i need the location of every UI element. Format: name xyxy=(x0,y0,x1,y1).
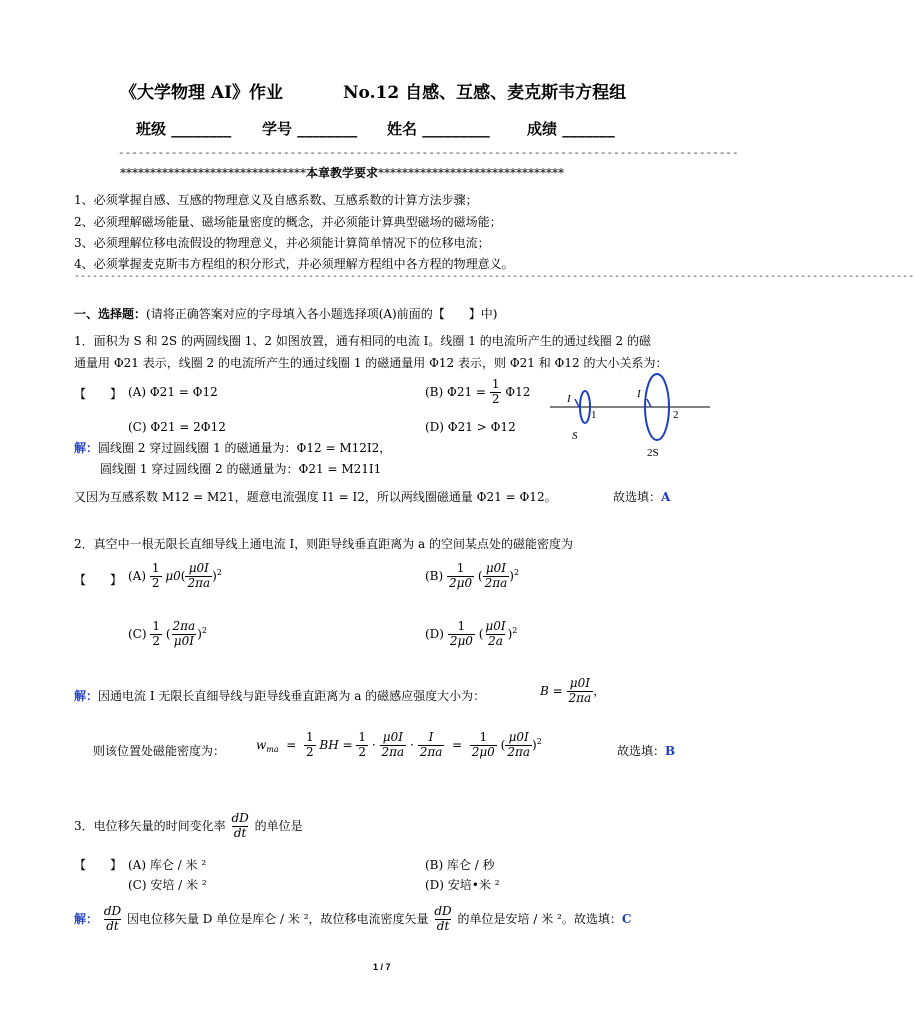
q3-dt: dt xyxy=(233,825,247,840)
q2-option-a: (A) $\frac{1}{2}$ μ0( $\frac{\mu 0I}{2\pi a}$ )$^2$ xyxy=(128,561,222,590)
q2-b-frac xyxy=(567,677,594,706)
q1-option-a: (A) Φ21 = Φ12 xyxy=(128,385,218,399)
requirements-heading: 本章教学要求 xyxy=(306,166,379,180)
section-title: 一、选择题： xyxy=(74,307,147,321)
page-number: 1 / 7 xyxy=(373,962,391,972)
fig-area-s: S xyxy=(572,430,578,442)
q3-stem xyxy=(74,812,303,841)
q1-option-c: (C) Φ21 = 2Φ12 xyxy=(128,420,226,434)
q3-sol-dt2: dt xyxy=(436,918,450,933)
q2-f-dot1: · xyxy=(371,737,376,752)
q2-option-d-label: (D) xyxy=(425,626,444,641)
q2-f-one1: 1 xyxy=(305,730,314,744)
q3-sol-frac2 xyxy=(432,905,453,934)
q2-bf-mu0i: μ0I xyxy=(569,676,590,690)
q2-f-one2: 1 xyxy=(358,730,367,744)
q2-w-sub: ma xyxy=(266,745,279,755)
q2-f-frac-b xyxy=(380,731,407,760)
fig-label-2: 2 xyxy=(673,409,679,421)
q1-answer xyxy=(613,488,670,505)
q2-solution-text1: 因通电流 I 无限长直细导线与距导线垂直距离为 a 的磁感应强度大小为： xyxy=(98,689,486,703)
q1-stem-line2: 通量用 Φ21 表示，线圈 2 的电流所产生的通过线圈 1 的磁通量用 Φ12 表示，则 Φ21 和 Φ12 的大小关系为： xyxy=(74,356,668,370)
q3-option-a: (A) 库仑 / 米 ² xyxy=(128,858,207,872)
q2-d-square: 2 xyxy=(512,625,518,635)
q2-f-frac-h xyxy=(418,731,445,760)
q2-b-eq: B = xyxy=(540,683,563,698)
q2-d-frac2 xyxy=(483,620,507,649)
q2-f-2pia: 2πa xyxy=(381,744,405,759)
q1-solution-label: 解： xyxy=(74,441,99,455)
q2-energy-formula: $w_{ma}$ = $\frac{1}{2}$ BH = $\frac{1}{2}$ · $\frac{\mu 0I}{2\pi a}$ · $\frac{I}{2\pi a}$ = $\frac{1}{2\mu 0}$ ( $\frac{\mu 0I}{2\pi a}$ )$^2$ xyxy=(256,730,542,759)
q3-dd: dD xyxy=(231,811,249,825)
title-left: 《大学物理 AI》作业 xyxy=(120,83,284,103)
q2-f-2mu0: 2μ0 xyxy=(471,744,495,759)
q2-a-2pia: 2πa xyxy=(187,575,211,590)
q2-answer xyxy=(617,742,675,759)
q2-answer-letter: B xyxy=(665,744,676,758)
q2-b-2mu0: 2μ0 xyxy=(449,575,473,590)
q2-a-one: 1 xyxy=(151,561,160,575)
q1-option-b-suffix: Φ12 xyxy=(505,384,531,399)
q3-option-c: (C) 安培 / 米 ² xyxy=(128,878,207,892)
q2-f-2pia2: 2πa xyxy=(419,744,443,759)
q2-f-frac-final xyxy=(470,731,497,760)
q2-f-bh: BH = xyxy=(319,737,353,752)
q2-option-b: (B) $\frac{1}{2\mu 0}$ ( $\frac{\mu 0I}{2\pi a}$ )$^2$ xyxy=(425,561,520,590)
q3-stem-suffix: 的单位是 xyxy=(254,818,303,833)
q2-c-two: 2 xyxy=(152,633,161,648)
requirement-item: 1、必须掌握自感、互感的物理意义及自感系数、互感系数的计算方法步骤； xyxy=(74,193,478,207)
q2-option-b-label: (B) xyxy=(425,568,444,583)
q2-d-mu0i: μ0I xyxy=(485,619,506,633)
q2-f-two1: 2 xyxy=(305,744,314,759)
q2-c-mu0i: μ0I xyxy=(173,633,194,648)
q3-sol-dd2: dD xyxy=(434,904,452,918)
requirement-item: 4、必须掌握麦克斯韦方程组的积分形式，并必须理解方程组中各方程的物理意义。 xyxy=(74,257,514,271)
q2-b-one: 1 xyxy=(456,561,465,575)
q2-f-one3: 1 xyxy=(479,730,488,744)
coils-figure xyxy=(545,370,715,460)
q2-f-mu0i2: μ0I xyxy=(508,730,529,744)
q3-option-b: (B) 库仑 / 秒 xyxy=(425,858,495,872)
q2-c-square: 2 xyxy=(201,625,207,635)
q2-f-2pia3: 2πa xyxy=(507,744,530,759)
fig-current-right: I xyxy=(637,388,641,400)
q3-sol-dt1: dt xyxy=(106,918,119,933)
q2-d-2a: 2a xyxy=(488,633,503,648)
q1-answer-letter: A xyxy=(661,490,671,504)
q3-stem-prefix: 3．电位移矢量的时间变化率 xyxy=(74,818,226,833)
q2-f-square: 2 xyxy=(536,736,542,746)
stars-left: ******************************* xyxy=(120,166,306,180)
q2-b-2pia: 2πa xyxy=(484,575,508,590)
title-right: No.12 自感、互感、麦克斯韦方程组 xyxy=(343,83,627,103)
q2-a-frac-half xyxy=(150,562,162,591)
q2-solution-line1 xyxy=(74,687,485,704)
q2-c-frac-half xyxy=(150,620,162,649)
current-arrow-1 xyxy=(575,399,579,407)
section-heading xyxy=(74,305,497,322)
fig-label-1: 1 xyxy=(591,409,597,421)
current-arrow-2 xyxy=(647,399,651,407)
q2-c-one: 1 xyxy=(152,619,161,633)
name-field-label: 姓名 _________ xyxy=(387,120,490,138)
q1-solution-line3: 又因为互感系数 M12 = M21，题意电流强度 I1 = I2，所以两线圈磁通量 Φ21 = Φ12。 xyxy=(74,490,557,504)
q1-option-b-fraction xyxy=(490,378,502,407)
q3-answer-letter: C xyxy=(621,911,632,926)
stars-right: ******************************* xyxy=(378,166,565,180)
q3-solution xyxy=(74,905,631,934)
q2-option-d: (D) $\frac{1}{2\mu 0}$ ( $\frac{\mu 0I}{2a}$ )$^2$ xyxy=(425,619,518,648)
q3-sol-dd1: dD xyxy=(103,904,122,918)
q3-solution-mid: 因电位移矢量 D 单位是库仑 / 米 ²，故位移电流密度矢量 xyxy=(126,911,429,926)
q1-answer-bracket[interactable]: 【 】 xyxy=(74,387,123,401)
q2-f-half2 xyxy=(356,731,368,760)
q2-option-c: (C) $\frac{1}{2}$ ( $\frac{2\pi a}{\mu 0I}$ )$^2$ xyxy=(128,619,207,648)
q2-bf-2pia: 2πa xyxy=(568,690,592,705)
q1-option-d: (D) Φ21 > Φ12 xyxy=(425,420,516,434)
q2-c-frac xyxy=(171,620,198,649)
q2-a-mu0: μ0 xyxy=(165,568,181,583)
q2-b-square: 2 xyxy=(513,567,520,577)
q2-b-mu0i: μ0I xyxy=(485,561,507,575)
q3-stem-frac xyxy=(229,812,250,841)
top-dash-line: ---------------------------------------------------------------------------------------------- xyxy=(118,148,739,160)
q2-f-dot2: · xyxy=(410,737,414,752)
q2-d-frac1 xyxy=(448,620,475,649)
q1-option-b xyxy=(425,378,530,407)
q3-answer-bracket[interactable]: 【 】 xyxy=(74,858,123,872)
requirement-item: 2、必须理解磁场能量、磁场能量密度的概念，并必须能计算典型磁场的磁场能； xyxy=(74,215,502,229)
q3-solution-end: 的单位是安培 / 米 ²。故选填： xyxy=(457,911,622,926)
fig-area-2s: 2S xyxy=(647,447,659,459)
q2-w: w xyxy=(256,737,267,752)
requirement-item: 3、必须理解位移电流假设的物理意义，并必须能计算简单情况下的位移电流； xyxy=(74,236,490,250)
q1-option-b-prefix: (B) Φ21 = xyxy=(425,384,486,399)
q1-solution-line2: 圆线圈 1 穿过圆线圈 2 的磁通量为：Φ21 = M21I1 xyxy=(100,462,382,476)
q1-stem-line1: 1．面积为 S 和 2S 的两圆线圈 1、2 如图放置，通有相同的电流 I。线圈 1 的电流所产生的通过线圈 2 的磁 xyxy=(74,334,651,348)
q2-answer-prefix: 故选填： xyxy=(617,744,666,758)
class-field-label: 班级 ________ xyxy=(136,120,232,138)
q2-f-two2: 2 xyxy=(358,744,367,759)
q2-f-eq: = xyxy=(452,737,463,752)
q3-option-d: (D) 安培•米 ² xyxy=(425,878,500,892)
section-instruction: (请将正确答案对应的字母填入各小题选择项(A)前面的【 】中) xyxy=(146,307,498,321)
q2-d-one: 1 xyxy=(457,619,466,633)
requirements-heading-row xyxy=(120,164,564,181)
q2-f-half1 xyxy=(304,731,316,760)
q2-b-formula xyxy=(540,677,605,706)
q2-solution-label: 解： xyxy=(74,689,99,703)
q2-option-c-label: (C) xyxy=(128,626,147,641)
q2-a-frac xyxy=(185,562,212,591)
q2-solution-line2: 则该位置处磁能密度为： xyxy=(93,744,226,758)
q2-c-2pia: 2πa xyxy=(172,619,196,633)
q1-option-b-den: 2 xyxy=(491,391,500,406)
student-id-field-label: 学号 ________ xyxy=(262,120,358,138)
q1-solution-line1 xyxy=(74,439,391,456)
q2-a-mu0i: μ0I xyxy=(188,561,209,575)
q1-solution-text1: 圆线圈 2 穿过圆线圈 1 的磁通量为：Φ12 = M12I2， xyxy=(98,441,392,455)
bottom-dash-line: -------------------------------------------------------------------------------------------------------------------------------------------- xyxy=(74,272,914,283)
q2-f-mu0i: μ0I xyxy=(382,730,403,744)
q3-solution-label: 解： xyxy=(74,911,99,926)
q2-b-frac1 xyxy=(447,562,474,591)
fig-current-left: I xyxy=(567,393,571,405)
q2-b-frac2 xyxy=(483,562,510,591)
q2-a-two: 2 xyxy=(151,575,160,590)
q2-f-i: I xyxy=(428,730,434,744)
q2-answer-bracket[interactable]: 【 】 xyxy=(74,573,123,587)
q2-a-square: 2 xyxy=(216,567,222,577)
q2-b-comma: ， xyxy=(593,683,606,698)
q2-d-2mu0: 2μ0 xyxy=(449,633,473,648)
q2-option-a-label: (A) xyxy=(128,568,147,583)
q2-f-frac-last xyxy=(505,731,532,760)
q3-sol-frac1 xyxy=(102,905,123,934)
q1-option-b-num: 1 xyxy=(491,377,500,391)
score-field-label: 成绩 _______ xyxy=(527,120,615,138)
q2-stem: 2．真空中一根无限长直细导线上通电流 I，则距导线垂直距离为 a 的空间某点处的磁能密度为 xyxy=(74,537,573,551)
q1-answer-prefix: 故选填： xyxy=(613,490,662,504)
